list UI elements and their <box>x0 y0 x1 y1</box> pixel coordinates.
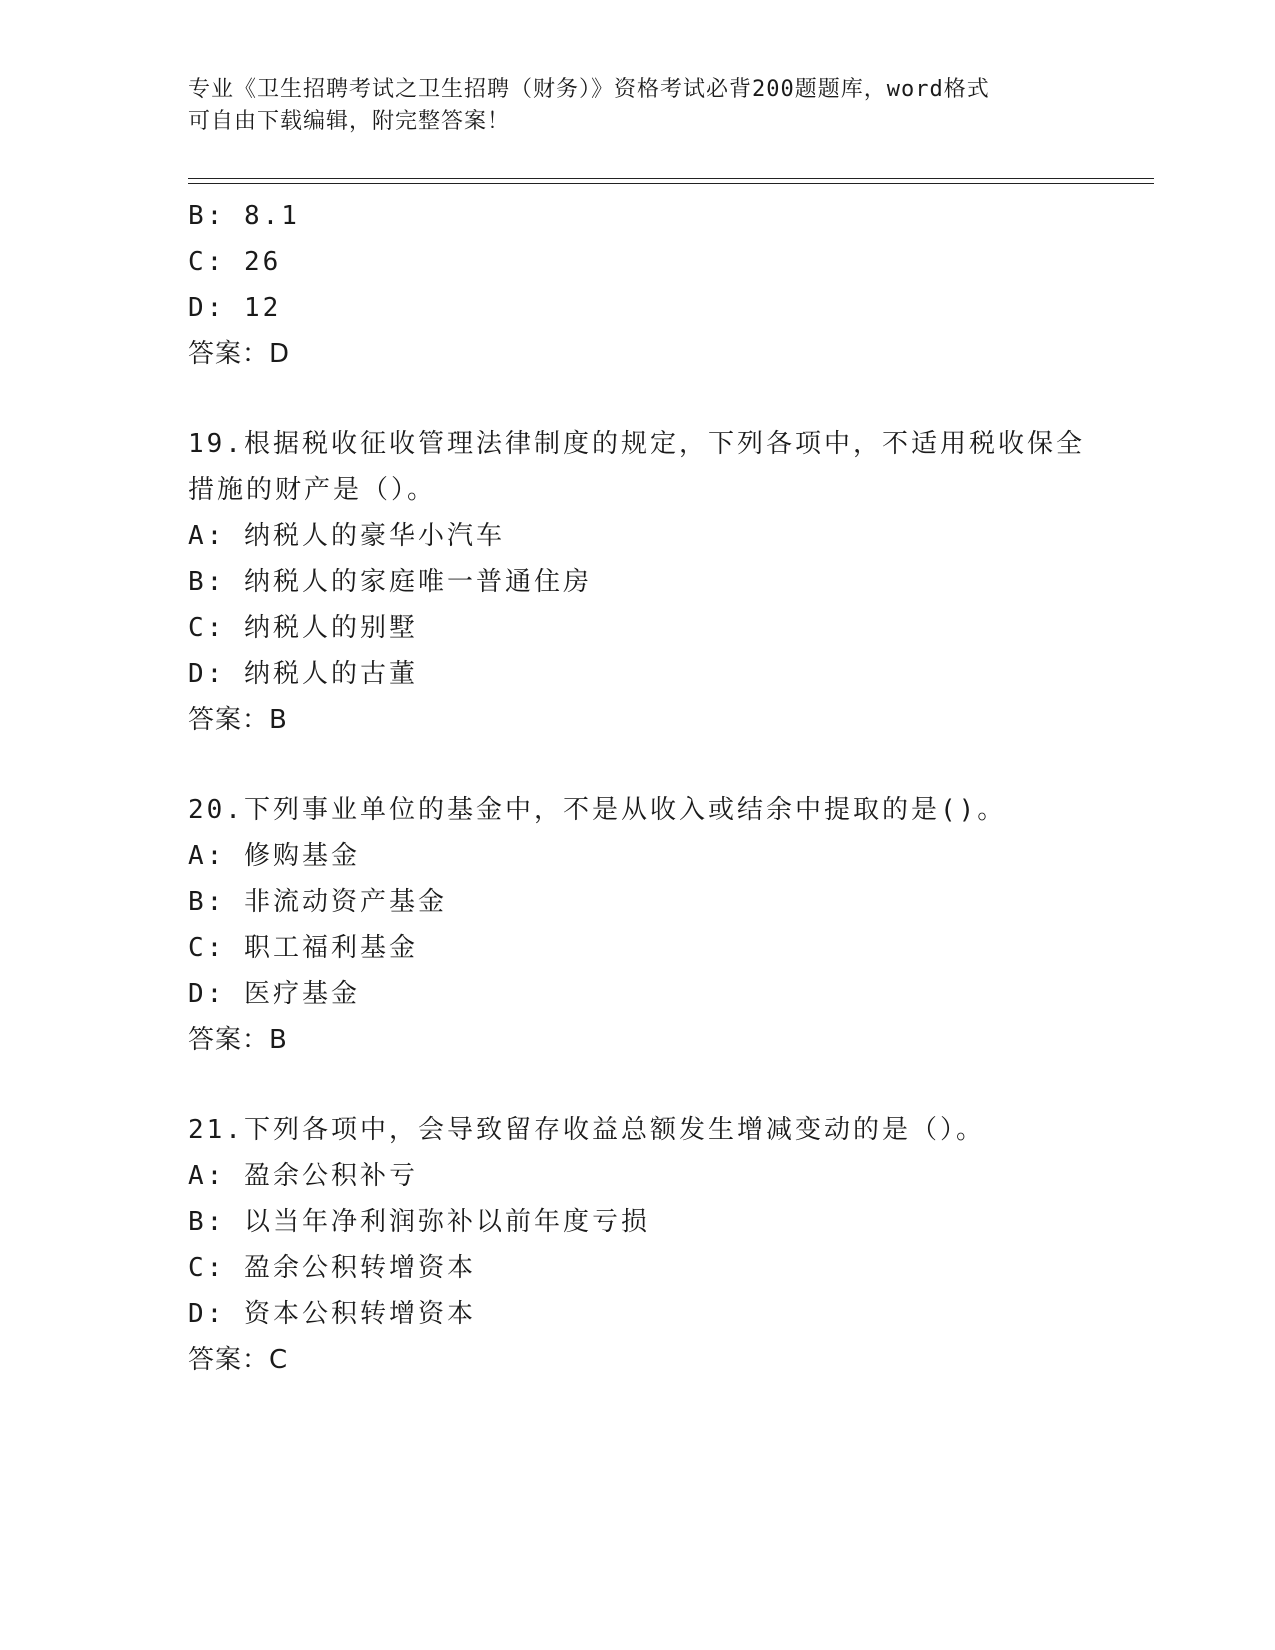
option-c: C: 26 <box>188 247 282 277</box>
option-a: A: 修购基金 <box>188 841 360 871</box>
option-d: D: 医疗基金 <box>188 979 360 1009</box>
option-c: C: 纳税人的别墅 <box>188 613 418 643</box>
option-a: A: 纳税人的豪华小汽车 <box>188 521 505 551</box>
document-header <box>188 74 1068 138</box>
option-c: C: 职工福利基金 <box>188 933 418 963</box>
option-d: D: 12 <box>188 293 282 323</box>
question-19 <box>188 421 1148 743</box>
header-title-line-2: 可自由下载编辑，附完整答案！ <box>188 109 511 134</box>
answer-line: 答案：B <box>188 705 288 735</box>
option-b: B: 以当年净利润弥补以前年度亏损 <box>188 1207 650 1237</box>
option-a: A: 盈余公积补亏 <box>188 1161 418 1191</box>
option-b: B: 非流动资产基金 <box>188 887 447 917</box>
question-20 <box>188 787 1148 1063</box>
question-18-continued <box>188 193 1148 377</box>
answer-line: 答案：D <box>188 339 291 369</box>
header-divider-top <box>188 178 1154 179</box>
option-d: D: 纳税人的古董 <box>188 659 418 689</box>
question-stem-line-1: 19.根据税收征收管理法律制度的规定，下列各项中，不适用税收保全 <box>188 429 1085 459</box>
question-stem-line-1: 20.下列事业单位的基金中，不是从收入或结余中提取的是()。 <box>188 795 1007 825</box>
option-c: C: 盈余公积转增资本 <box>188 1253 476 1283</box>
question-stem-line-1: 21.下列各项中，会导致留存收益总额发生增减变动的是（）。 <box>188 1115 985 1145</box>
question-21 <box>188 1107 1148 1383</box>
option-b: B: 纳税人的家庭唯一普通住房 <box>188 567 592 597</box>
answer-line: 答案：C <box>188 1345 289 1375</box>
header-title-line-1: 专业《卫生招聘考试之卫生招聘（财务）》资格考试必背200题题库，word格式 <box>188 77 990 102</box>
option-d: D: 资本公积转增资本 <box>188 1299 476 1329</box>
answer-line: 答案：B <box>188 1025 288 1055</box>
option-b: B: 8.1 <box>188 201 300 231</box>
document-body <box>188 193 1148 1383</box>
question-stem-line-2: 措施的财产是（）。 <box>188 475 437 505</box>
header-divider-bottom <box>188 183 1154 184</box>
